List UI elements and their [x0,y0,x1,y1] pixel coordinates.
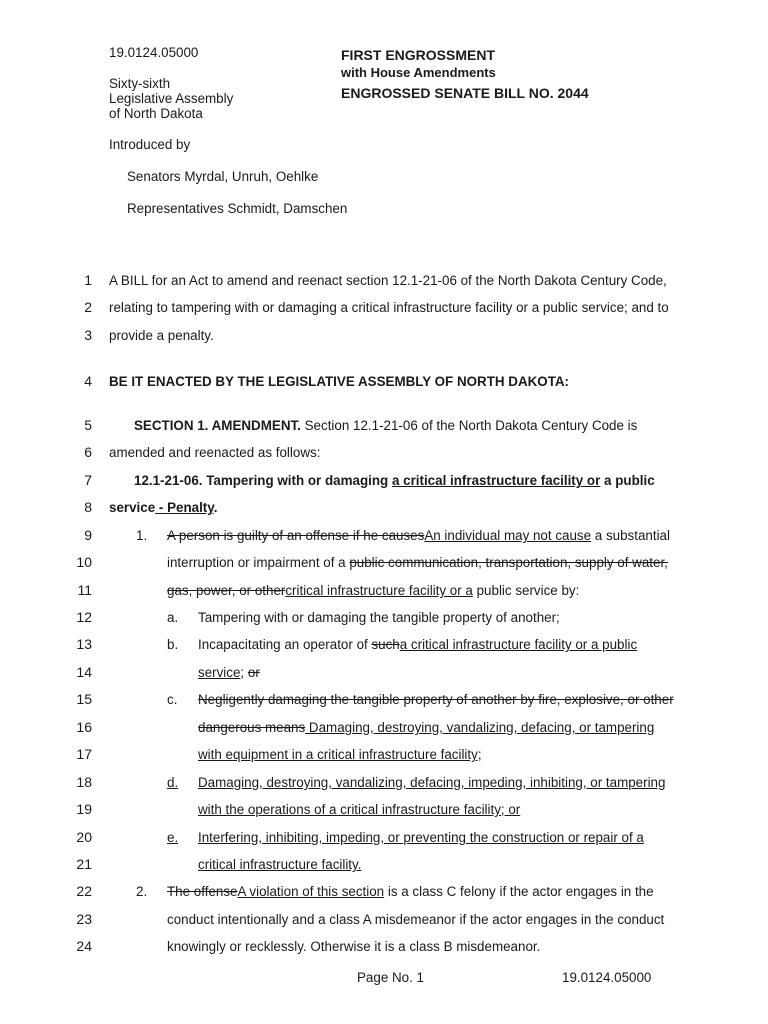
bill-text-line-2: relating to tampering with or damaging a critical infrastructure facility or a public service; and to [109,300,669,315]
item-marker-e: e. [167,830,179,845]
plain-text: public service by: [472,583,580,598]
line-number: 10 [76,554,92,570]
line-number: 5 [84,417,92,433]
inserted-text: Damaging, destroying, vandalizing, defacing, or tampering [305,720,655,735]
bill-text-line-23: conduct intentionally and a class A misdemeanor if the actor engages in the conduct [167,912,665,927]
statute-title-line-2 [109,500,217,515]
deleted-text: public communication, transportation, supply of water, [349,555,668,570]
statute-title-text: . [213,500,218,515]
bill-text-line-24: knowingly or recklessly. Otherwise it is a class B misdemeanor. [167,939,541,954]
inserted-text: critical infrastructure facility or a [285,583,473,598]
bill-title: ENGROSSED SENATE BILL NO. 2044 [341,85,589,101]
line-number: 4 [84,373,92,389]
bill-text-line-22 [167,884,654,899]
bill-text-line-12: Tampering with or damaging the tangible property of another; [198,610,560,625]
line-number: 6 [84,444,92,460]
item-marker-b: b. [167,637,179,652]
page-number: Page No. 1 [357,970,424,985]
line-number: 21 [76,856,92,872]
line-number: 14 [76,664,92,680]
statute-title-text: a public [600,473,655,488]
statute-title-text: 12.1-21-06. Tampering with or damaging [134,473,392,488]
line-number: 18 [76,774,92,790]
bill-text-line-1: A BILL for an Act to amend and reenact section 12.1-21-06 of the North Dakota Century Code, [109,273,667,288]
amendments-subheading: with House Amendments [341,65,496,80]
item-marker-a: a. [167,610,179,625]
bill-text-line-14 [198,665,260,680]
line-number: 2 [84,299,92,315]
enacting-clause: BE IT ENACTED BY THE LEGISLATIVE ASSEMBLY OF NORTH DAKOTA: [109,374,570,389]
engrossment-heading: FIRST ENGROSSMENT [341,47,496,63]
section-label: SECTION 1. AMENDMENT. [134,418,301,433]
bill-text-line-19 [198,802,520,817]
representatives-sponsors: Representatives Schmidt, Damschen [127,201,348,216]
statute-title-line-1 [134,473,655,488]
line-number: 17 [76,746,92,762]
session-line-2: Legislative Assembly [109,91,234,106]
footer-bill-code: 19.0124.05000 [562,970,652,985]
bill-text-line-17 [198,747,482,762]
line-number: 23 [76,911,92,927]
bill-text-line-20 [198,830,644,845]
line-number: 8 [84,499,92,515]
line-number: 1 [84,272,92,288]
inserted-text: An individual may not cause [424,528,592,543]
inserted-text: a critical infrastructure facility or a public [399,637,638,652]
item-marker-d: d. [167,775,179,790]
session-line-1: Sixty-sixth [109,76,171,91]
plain-text: ; [240,665,248,680]
plain-text: a substantial [591,528,670,543]
line-number: 9 [84,527,92,543]
deleted-text: The offense [167,884,238,899]
bill-text-line-9 [167,528,670,543]
line-number: 15 [76,691,92,707]
bill-text-line-21 [198,857,361,872]
deleted-text: Negligently damaging the tangible property of another by fire, explosive, or other [198,692,674,707]
bill-text-line-16 [198,720,654,735]
deleted-text: gas, power, or other [167,583,286,598]
section-heading-line [134,418,637,433]
subsection-number-2: 2. [136,884,148,899]
bill-text-line-11 [167,583,579,598]
deleted-text: A person is guilty of an offense if he causes [167,528,425,543]
bill-text-line-3: provide a penalty. [109,328,214,343]
bill-text-line-15 [198,692,674,707]
subsection-number-1: 1. [136,528,148,543]
inserted-text: A violation of this section [237,884,385,899]
item-marker-c: c. [167,692,178,707]
inserted-text: critical infrastructure facility. [198,857,362,872]
line-number: 22 [76,883,92,899]
introduced-by: Introduced by [109,137,191,152]
inserted-text: Damaging, destroying, vandalizing, defacing, impeding, inhibiting, or tampering [198,775,666,790]
inserted-text: service [198,665,241,680]
bill-text-line-18 [198,775,665,790]
section-text: Section 12.1-21-06 of the North Dakota Century Code is [300,418,638,433]
line-number: 12 [76,609,92,625]
line-number: 16 [76,719,92,735]
senators-sponsors: Senators Myrdal, Unruh, Oehlke [127,169,319,184]
deleted-text: dangerous means [198,720,306,735]
bill-text-line-6: amended and reenacted as follows: [109,445,321,460]
inserted-text: a critical infrastructure facility or [391,473,601,488]
bill-code: 19.0124.05000 [109,45,199,60]
inserted-text: Interfering, inhibiting, impeding, or preventing the construction or repair of a [198,830,644,845]
line-number: 13 [76,636,92,652]
inserted-text: with equipment in a critical infrastructure facility; [198,747,482,762]
line-number: 3 [84,327,92,343]
line-number: 19 [76,801,92,817]
deleted-text: such [371,637,400,652]
plain-text: is a class C felony if the actor engages in the [384,884,654,899]
line-number: 11 [77,582,92,598]
bill-text-line-10 [167,555,668,570]
line-number: 7 [84,472,92,488]
inserted-text: - Penalty [155,500,214,515]
plain-text: Incapacitating an operator of [198,637,372,652]
bill-text-line-13 [198,637,637,652]
line-number: 20 [76,829,92,845]
session-line-3: of North Dakota [109,106,203,121]
deleted-text: or [247,665,260,680]
statute-title-text: service [109,500,156,515]
plain-text: interruption or impairment of a [167,555,350,570]
line-number: 24 [76,938,92,954]
inserted-text: with the operations of a critical infrastructure facility; or [198,802,521,817]
